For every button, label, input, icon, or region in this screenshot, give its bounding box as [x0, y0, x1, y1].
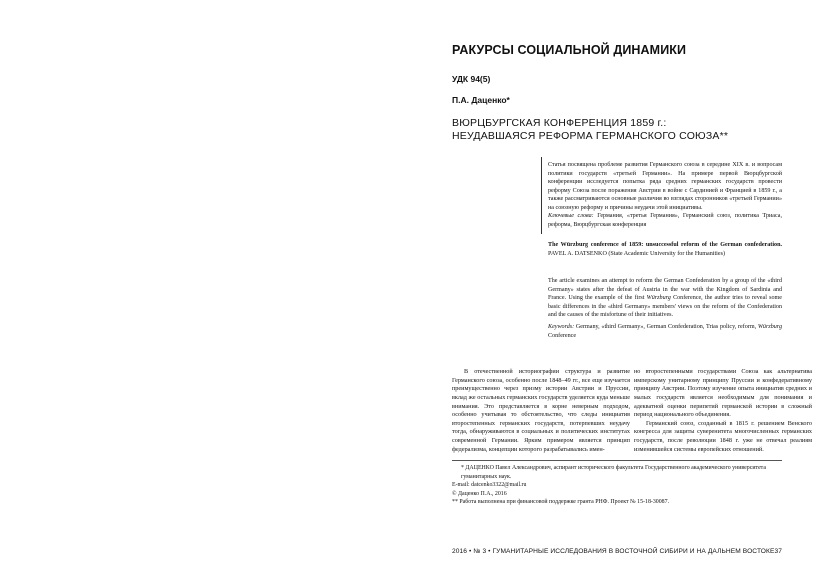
page-number: 37: [774, 548, 782, 555]
keywords-en-italic: Würzburg: [757, 324, 782, 330]
abstract-ru: [548, 161, 782, 213]
abstract-en-text-italic: Würzburg: [646, 295, 671, 302]
keywords-en-text-2: Conference: [548, 332, 577, 339]
keywords-en-text-1: Germany, «third Germany», German Confederation, Trias policy, reform,: [575, 324, 757, 330]
keywords-ru-label: Ключевые слова:: [548, 213, 594, 219]
body-column-left: [452, 368, 630, 454]
author-name: П.А. Даценко*: [452, 95, 510, 105]
abstract-en-title: The Würzburg conference of 1859: unsuccessful reform of the German confederation.: [548, 242, 782, 248]
udk-code: УДК 94(5): [452, 74, 491, 84]
footnote-copyright: © Даценко П.А., 2016: [452, 490, 507, 497]
abstract-ru-text: Статья посвящена проблеме развития Германского союза в середине XIX в. и вопросам политики государств «третьей Германии». На примере первой Вюрцбургской конференции исследуется попытка ряда средних германских государств провести реформу Союза после поражения Австрии в войне с Сардинией и Францией в 1859 г., а также рассматриваются основные различия во взглядах сторонников «третьей Германии» на союзную реформу и причины неудачи этой инициативы.: [548, 162, 782, 211]
keywords-ru-text: Германия, «третья Германия», Германский союз, политика Триаса, реформа, Вюрцбургская конференция: [548, 213, 782, 228]
footer-journal: 2016 • № 3 • ГУМАНИТАРНЫЕ ИССЛЕДОВАНИЯ В ВОСТОЧНОЙ СИБИРИ И НА ДАЛЬНЕМ ВОСТОКЕ: [452, 548, 775, 555]
body-paragraph: В отечественной историографии структура и развитие Германского союза, особенно после 1848–49 гг., все еще изучается преимущественно через призму истории Австрии и Пруссии, вклад же остальных германских государств уделяется куда меньше внимания. Это представляется в корне неверным подходом, особенно учитывая то обстоятельство, что следы инициатив второстепенных германских государств, потерпевших неудачу тогда, обнаруживаются в социальных и политических институтах современной Германии. Ярким примером является принцип федерализма, концепции которого разрабатывались имен-: [452, 368, 630, 453]
article-title-line-2: НЕУДАВШАЯСЯ РЕФОРМА ГЕРМАНСКОГО СОЮЗА**: [452, 130, 729, 142]
abstract-en-heading: [548, 241, 782, 258]
abstract-en-author: PAVEL A. DATSENKO (State Academic University for the Humanities): [548, 250, 725, 257]
abstract-en: [548, 277, 782, 320]
abstract-en-text-1: The article examines an attempt to reform the German Confederation by a group of the «third Germany» states after the defeat of Austria in the war with the Kingdom of Sardinia and France. Using the example of the first: [548, 278, 782, 302]
journal-section-title: РАКУРСЫ СОЦИАЛЬНОЙ ДИНАМИКИ: [452, 43, 687, 57]
footnote-author: * ДАЦЕНКО Павел Александрович, аспирант исторического факультета Государственного академического университета гуманитарных наук.: [461, 465, 766, 480]
body-paragraph: но второстепенными государствами Союза как альтернатива имперскому унитарному принципу Пруссии и конфедеративному принципу Австрии. Поэтому изучение опыта инициатив средних и малых государств является необходимым для понимания и адекватной оценки перипетий германской истории в сложный период национального объединения.: [634, 368, 812, 419]
article-title: [452, 117, 728, 143]
body-column-right: [634, 368, 812, 454]
footnote-email: E-mail: datcenko3322@mail.ru: [452, 482, 527, 488]
keywords-ru: [548, 212, 782, 229]
keywords-en-label: Keywords:: [548, 324, 575, 330]
keywords-en: [548, 323, 782, 340]
body-paragraph: Германский союз, созданный в 1815 г. решением Венского конгресса для защиты суверенитета многочисленных германских государств, после революции 1848 г. уже не отвечал реалиям изменившейся системы европейских отношений.: [634, 419, 812, 453]
page-footer: [452, 548, 782, 555]
footnote-divider: [452, 460, 782, 461]
footnote-grant: ** Работа выполнена при финансовой поддержке гранта РНФ. Проект № 15-18-30087.: [452, 499, 670, 505]
abstract-en-text-2: Conference, the author tries to reveal some basic differences in the «third Germany» members' views on the reform of the Confederation and the causes of the misfortune of their initiatives.: [548, 295, 782, 319]
article-title-line-1: ВЮРЦБУРГСКАЯ КОНФЕРЕНЦИЯ 1859 г.:: [452, 117, 667, 129]
footnotes: [452, 464, 782, 507]
abstract-divider: [541, 157, 542, 234]
